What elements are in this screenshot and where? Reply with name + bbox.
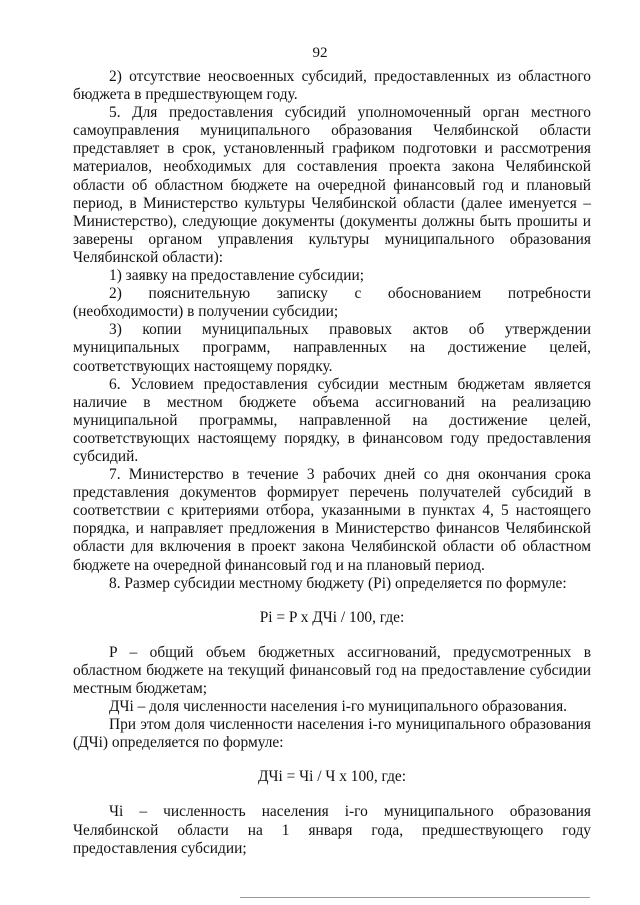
definition-dchi: ДЧi – доля численности населения i-го муниципального образования. <box>109 698 568 716</box>
page-number: 92 <box>312 45 328 61</box>
paragraph-8: 8. Размер субсидии местному бюджету (Pi) определяется по формуле: <box>109 574 567 592</box>
list-item-explanatory-note: 2) пояснительную записку с обоснованием потребности (необходимости) в получении субсидии; <box>73 285 591 321</box>
definition-p: P – общий объем бюджетных ассигнований, предусмотренных в областном бюджете на текущий финансовый год на предоставление субсидии местным бюджетам; <box>73 643 591 697</box>
document-body <box>73 68 591 858</box>
paragraph-7: 7. Министерство в течение 3 рабочих дней со дня окончания срока представления документов формирует перечень получателей субсидий в соответствии с критериями отбора, указанными в пунктах 4, 5 настоящего порядка, и направляет предложения в Министерство финансов Челябинской области для включения в проект закона Челябинской области об областном бюджете на очередной финансовый год и на плановый период. <box>73 466 591 574</box>
paragraph-5: 5. Для предоставления субсидий уполномоченный орган местного самоуправления муниципального образования Челябинской области представляет в срок, установленный графиком подготовки и рассмотрения материалов, необходимых для составления проекта закона Челябинской области об областном бюджете на очередной финансовый год и плановый период, в Министерство культуры Челябинской области (далее именуется – Министерство), следующие документы (документы должны быть прошиты и заверены органом управления культуры муниципального образования Челябинской области): <box>73 104 591 266</box>
list-item-application: 1) заявку на предоставление субсидии; <box>109 267 365 285</box>
definition-population-share-intro: При этом доля численности населения i-го муниципального образования (ДЧi) определяется по формуле: <box>73 716 591 752</box>
paragraph-6: 6. Условием предоставления субсидии местным бюджетам является наличие в местном бюджете объема ассигнований на реализацию муниципальной программы, направленной на достижение целей, соответствующих настоящему порядку, в финансовом году предоставления субсидий. <box>73 375 591 465</box>
formula-population-share: ДЧi = Чi / Ч x 100, где: <box>257 768 407 786</box>
bottom-rule <box>240 897 590 898</box>
paragraph-2-item: 2) отсутствие неосвоенных субсидий, предоставленных из областного бюджета в предшествующем году. <box>73 68 591 104</box>
definition-chi: Чi – численность населения i-го муниципального образования Челябинской области на 1 января года, предшествующего году предоставления субсидии; <box>73 803 591 857</box>
formula-subsidy-size: Pi = P x ДЧi / 100, где: <box>259 608 405 626</box>
list-item-legal-acts: 3) копии муниципальных правовых актов об утверждении муниципальных программ, направленных на достижение целей, соответствующих настоящему порядку. <box>73 321 591 375</box>
